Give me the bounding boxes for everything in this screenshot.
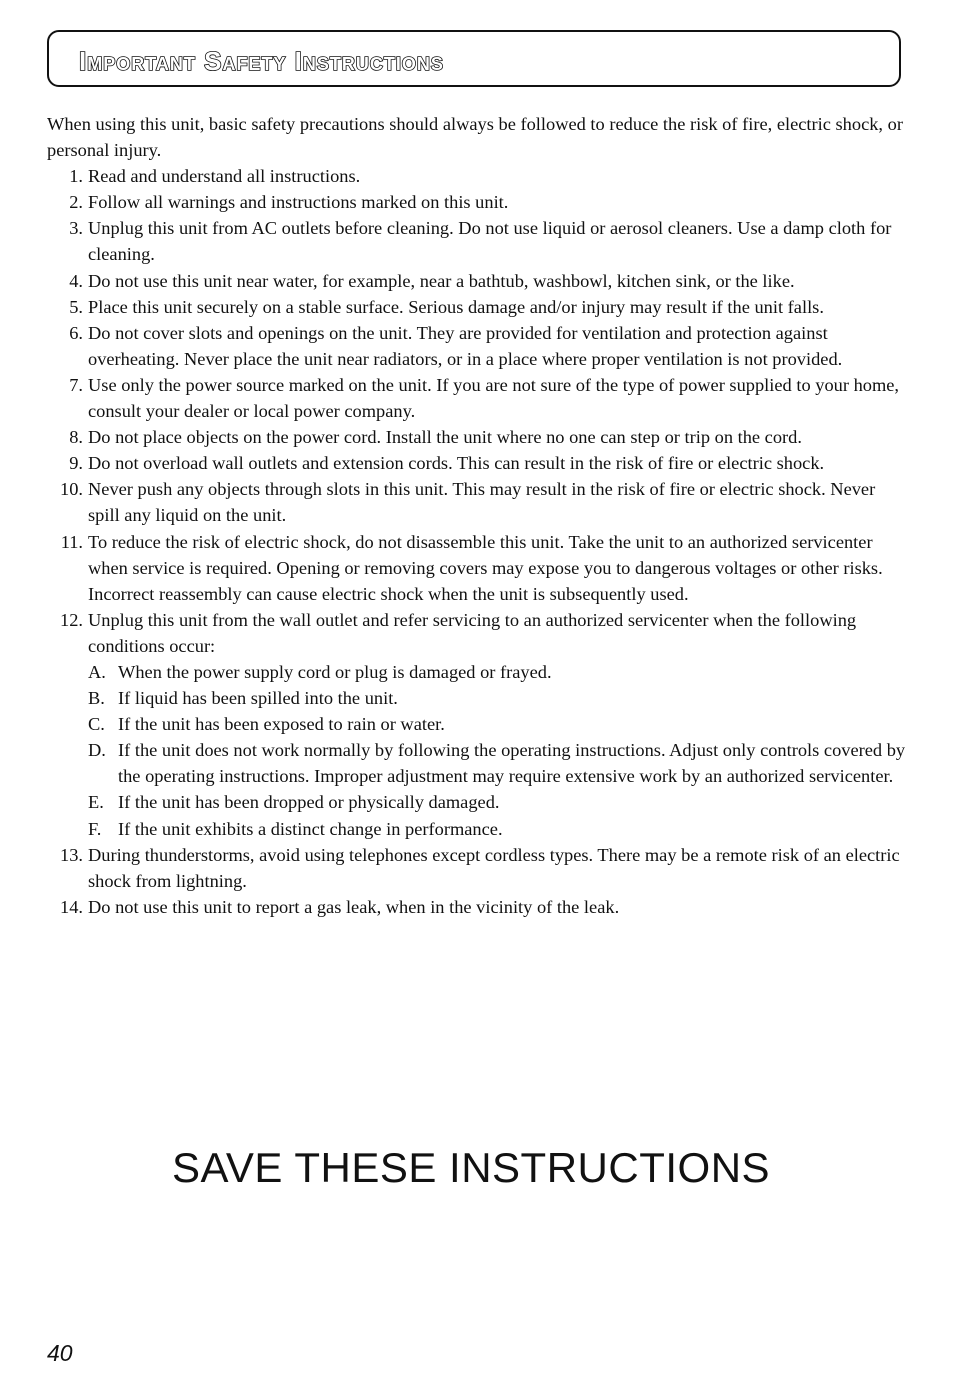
item-number: 4. — [69, 270, 83, 291]
save-instructions-heading: SAVE THESE INSTRUCTIONS — [172, 1144, 771, 1191]
title-box — [47, 30, 901, 87]
item-number: 6. — [69, 322, 83, 343]
item-number: 12. — [60, 609, 83, 630]
list-item — [47, 163, 907, 189]
item-number: 7. — [69, 374, 83, 395]
list-item — [47, 189, 907, 215]
item-number: 3. — [69, 218, 83, 239]
intro-paragraph: When using this unit, basic safety precautions should always be followed to reduce the risk of fire, electric shock, or personal injury. — [47, 114, 903, 161]
item-number: 11. — [60, 531, 83, 552]
instructions-content — [47, 111, 907, 920]
sub-item-letter: B. — [88, 688, 105, 709]
item-text: Do not place objects on the power cord. Install the unit where no one can step or trip on the cord. — [88, 427, 802, 448]
item-text: Do not use this unit near water, for example, near a bathtub, washbowl, kitchen sink, or the like. — [88, 270, 795, 291]
item-text: Read and understand all instructions. — [88, 166, 361, 187]
sub-list-item — [88, 816, 907, 842]
item-number: 8. — [69, 427, 83, 448]
sub-item-letter: E. — [88, 792, 104, 813]
item-text: Unplug this unit from AC outlets before cleaning. Do not use liquid or aerosol cleaners. Use a damp cloth for cleaning. — [88, 218, 892, 265]
list-item — [47, 424, 907, 450]
list-item — [47, 294, 907, 320]
item-text: Place this unit securely on a stable surface. Serious damage and/or injury may result if the unit falls. — [88, 296, 824, 317]
list-item — [47, 215, 907, 267]
list-item — [47, 607, 907, 842]
page-title: Important Safety Instructions — [79, 46, 444, 76]
sub-item-text: When the power supply cord or plug is damaged or frayed. — [118, 661, 552, 682]
sub-item-letter: D. — [88, 740, 106, 761]
item-number: 9. — [69, 453, 83, 474]
item-text: Do not use this unit to report a gas leak, when in the vicinity of the leak. — [88, 896, 620, 917]
list-item — [47, 450, 907, 476]
sub-list-item — [88, 711, 907, 737]
item-text: To reduce the risk of electric shock, do not disassemble this unit. Take the unit to an authorized servicenter when service is required. Opening or removing covers may expose you to dangerous voltages or other risks. Incorrect reassembly can cause electric shock when the unit is subsequently used. — [88, 531, 883, 604]
item-text: Do not overload wall outlets and extension cords. This can result in the risk of fire or electric shock. — [88, 453, 825, 474]
list-item — [47, 476, 907, 528]
item-text: Use only the power source marked on the unit. If you are not sure of the type of power supplied to your home, consult your dealer or local power company. — [88, 374, 900, 422]
item-number: 2. — [69, 192, 83, 213]
sub-item-letter: C. — [88, 714, 105, 735]
list-item — [47, 894, 907, 920]
sub-list-item — [88, 737, 907, 789]
condition-list — [88, 659, 907, 842]
item-text: During thunderstorms, avoid using telephones except cordless types. There may be a remote risk of an electric shock from lightning. — [88, 844, 900, 891]
instruction-list — [47, 163, 907, 920]
item-text: Do not cover slots and openings on the unit. They are provided for ventilation and protection against overheating. Never place the unit near radiators, or in a place where proper ventilation is not provided. — [88, 322, 843, 369]
list-item — [47, 268, 907, 294]
item-number: 1. — [69, 166, 83, 187]
list-item — [47, 372, 907, 424]
item-text: Unplug this unit from the wall outlet and refer servicing to an authorized servicenter when the following conditions occur: — [88, 609, 857, 656]
sub-list-item — [88, 789, 907, 815]
list-item — [47, 842, 907, 894]
list-item — [47, 529, 907, 607]
list-item — [47, 320, 907, 372]
sub-item-text: If liquid has been spilled into the unit. — [118, 688, 398, 709]
sub-list-item — [88, 685, 907, 711]
sub-list-item — [88, 659, 907, 685]
item-number: 10. — [60, 479, 83, 500]
page-number: 40 — [47, 1340, 73, 1366]
sub-item-text: If the unit has been exposed to rain or water. — [118, 714, 445, 735]
sub-item-letter: F. — [88, 818, 102, 839]
sub-item-text: If the unit exhibits a distinct change in performance. — [118, 818, 503, 839]
item-number: 14. — [60, 896, 83, 917]
sub-item-letter: A. — [88, 661, 106, 682]
item-number: 13. — [60, 844, 83, 865]
item-text: Follow all warnings and instructions marked on this unit. — [88, 192, 509, 213]
item-number: 5. — [69, 296, 83, 317]
item-text: Never push any objects through slots in this unit. This may result in the risk of fire or electric shock. Never spill any liquid on the unit. — [88, 479, 876, 526]
sub-item-text: If the unit has been dropped or physically damaged. — [118, 792, 500, 813]
sub-item-text: If the unit does not work normally by following the operating instructions. Adjust only controls covered by the operating instructions. Improper adjustment may require extensive work by an authorized servicenter. — [118, 740, 906, 787]
